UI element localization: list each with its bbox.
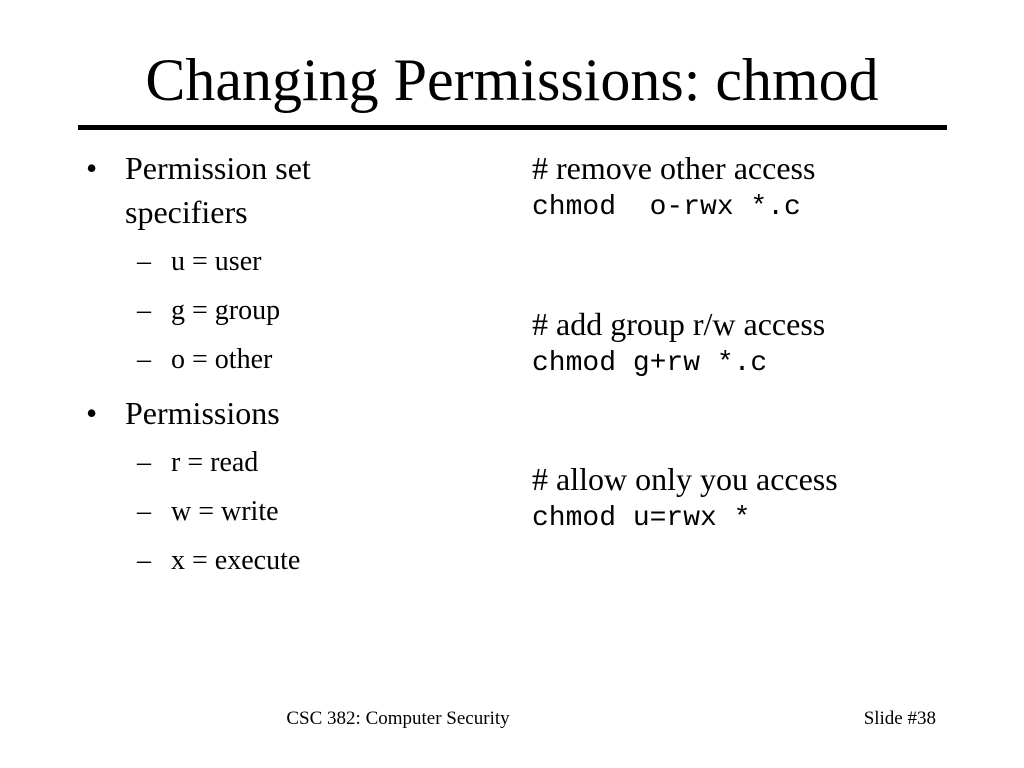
- command-code: chmod g+rw *.c: [532, 348, 768, 379]
- command-comment: # remove other access: [532, 150, 816, 186]
- footer-slide-number: Slide #38: [863, 708, 936, 729]
- subitem-read: [84, 445, 484, 481]
- subitem-write: [84, 494, 484, 530]
- command-example-allow-only-you: [532, 459, 972, 539]
- command-comment: # add group r/w access: [532, 306, 826, 342]
- bullet-permissions: [84, 391, 484, 435]
- subitem-group: [84, 293, 484, 329]
- bullet-list: [84, 146, 484, 592]
- subitem-user: [84, 244, 484, 280]
- dash: –: [137, 447, 151, 478]
- bullet-dot: •: [86, 395, 98, 431]
- subitem-text: u = user: [171, 246, 262, 277]
- subitem-text: o = other: [171, 344, 273, 375]
- subitem-text: x = execute: [171, 545, 301, 576]
- subitem-other: [84, 342, 484, 378]
- bullet-text-line-1: Permission set: [125, 150, 311, 186]
- subitem-text: g = group: [171, 295, 281, 326]
- bullet-text-line-2: specifiers: [125, 194, 248, 230]
- dash: –: [137, 496, 151, 527]
- command-code: chmod o-rwx *.c: [532, 192, 801, 223]
- subitem-execute: [84, 543, 484, 579]
- dash: –: [137, 246, 151, 277]
- bullet-dot: •: [86, 150, 98, 186]
- command-code: chmod u=rwx *: [532, 503, 751, 534]
- command-example-add-group: [532, 304, 972, 384]
- bullet-text: Permissions: [125, 395, 280, 431]
- command-example-remove-other: [532, 148, 972, 228]
- dash: –: [137, 545, 151, 576]
- subitem-text: w = write: [171, 496, 279, 527]
- dash: –: [137, 344, 151, 375]
- command-comment: # allow only you access: [532, 461, 838, 497]
- dash: –: [137, 295, 151, 326]
- bullet-permission-set-specifiers: [84, 146, 484, 234]
- title-divider: [78, 125, 947, 130]
- footer-course: CSC 382: Computer Security: [286, 708, 510, 729]
- slide-title: Changing Permissions: chmod: [145, 47, 879, 113]
- subitem-text: r = read: [171, 447, 259, 478]
